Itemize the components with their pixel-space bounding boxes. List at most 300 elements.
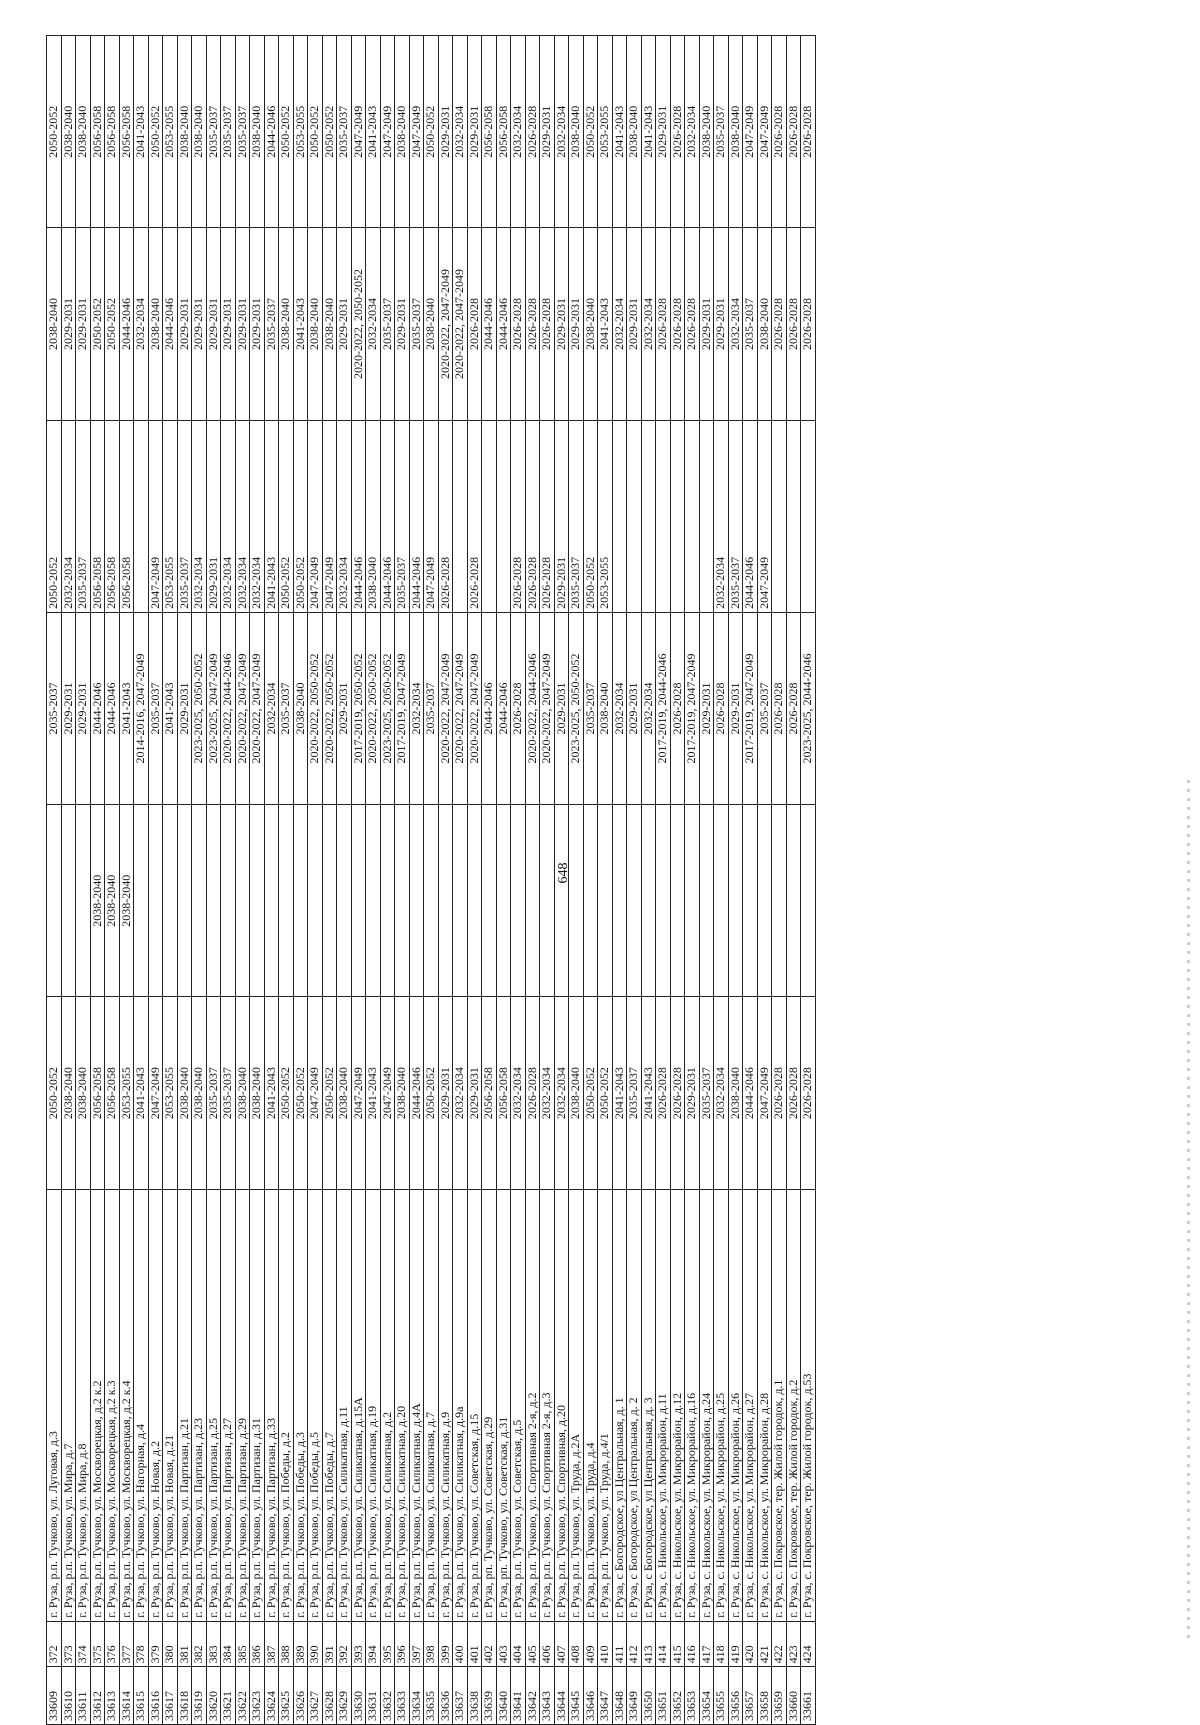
- period-cell-2: [699, 805, 714, 997]
- period-cell-1: 2044-2046: [743, 997, 758, 1189]
- period-cell-6: 2026-2028: [772, 36, 787, 228]
- period-cell-4: 2041-2043: [264, 420, 279, 612]
- period-cell-4: 2050-2052: [583, 420, 598, 612]
- period-cell-1: 2053-2055: [119, 997, 134, 1189]
- row-number-cell: 394: [366, 1621, 381, 1667]
- row-number-cell: 411: [612, 1621, 627, 1667]
- period-cell-2: [380, 805, 395, 997]
- row-id-cell: 33660: [786, 1667, 801, 1725]
- table-row: [685, 36, 700, 1725]
- row-id-cell: 33618: [177, 1667, 192, 1725]
- table-row: [235, 36, 250, 1725]
- period-cell-5: 2038-2040: [757, 228, 772, 420]
- period-cell-1: 2047-2049: [351, 997, 366, 1189]
- period-cell-5: 2026-2028: [656, 228, 671, 420]
- period-cell-3: 2026-2028: [511, 612, 526, 804]
- address-cell: г. Руза, р.п. Тучково, ул. Силикатная, д.9: [438, 1189, 453, 1621]
- table-row: [380, 36, 395, 1725]
- period-cell-1: 2029-2031: [685, 997, 700, 1189]
- period-cell-5: 2032-2034: [134, 228, 149, 420]
- address-cell: г. Руза, с. Покровское, тер. Жилой городок, д.53: [801, 1189, 816, 1621]
- period-cell-2: 2038-2040: [105, 805, 120, 997]
- period-cell-1: 2038-2040: [235, 997, 250, 1189]
- period-cell-1: 2050-2052: [583, 997, 598, 1189]
- table-row: [250, 36, 265, 1725]
- period-cell-6: 2032-2034: [453, 36, 468, 228]
- table-row: [801, 36, 816, 1725]
- table-row: [61, 36, 76, 1725]
- period-cell-3: 2017-2019, 2047-2049: [685, 612, 700, 804]
- period-cell-5: 2029-2031: [395, 228, 410, 420]
- period-cell-5: 2038-2040: [583, 228, 598, 420]
- row-number-cell: 405: [525, 1621, 540, 1667]
- row-number-cell: 393: [351, 1621, 366, 1667]
- period-cell-5: 2032-2034: [366, 228, 381, 420]
- address-cell: г. Руза, рп. Тучково, ул. Советская, д.31: [496, 1189, 511, 1621]
- period-cell-5: 2032-2034: [612, 228, 627, 420]
- period-cell-6: 2038-2040: [395, 36, 410, 228]
- period-cell-1: 2038-2040: [177, 997, 192, 1189]
- table-row: [308, 36, 323, 1725]
- period-cell-2: [177, 805, 192, 997]
- period-cell-5: 2026-2028: [467, 228, 482, 420]
- period-cell-6: 2047-2049: [409, 36, 424, 228]
- row-id-cell: 33614: [119, 1667, 134, 1725]
- row-number-cell: 406: [540, 1621, 555, 1667]
- period-cell-5: 2029-2031: [699, 228, 714, 420]
- period-cell-2: [221, 805, 236, 997]
- table-row: [714, 36, 729, 1725]
- address-cell: г. Руза, с. Никольское, ул. Микрорайон, д.24: [699, 1189, 714, 1621]
- table-row: [656, 36, 671, 1725]
- period-cell-6: 2053-2055: [598, 36, 613, 228]
- period-cell-6: 2026-2028: [801, 36, 816, 228]
- period-cell-1: 2047-2049: [380, 997, 395, 1189]
- page-number: 648: [556, 862, 571, 884]
- period-cell-2: [337, 805, 352, 997]
- period-cell-4: [627, 420, 642, 612]
- period-cell-1: 2041-2043: [612, 997, 627, 1189]
- row-number-cell: 418: [714, 1621, 729, 1667]
- period-cell-3: 2020-2022, 2044-2046: [221, 612, 236, 804]
- period-cell-1: 2044-2046: [409, 997, 424, 1189]
- table-row: [206, 36, 221, 1725]
- period-cell-1: 2035-2037: [699, 997, 714, 1189]
- period-cell-2: [206, 805, 221, 997]
- row-number-cell: 399: [438, 1621, 453, 1667]
- period-cell-5: 2020-2022, 2047-2049: [453, 228, 468, 420]
- row-id-cell: 33632: [380, 1667, 395, 1725]
- address-cell: г. Руза, р.п. Тучково, ул. Победы, д.5: [308, 1189, 323, 1621]
- row-id-cell: 33639: [482, 1667, 497, 1725]
- row-number-cell: 408: [569, 1621, 584, 1667]
- period-cell-1: 2038-2040: [192, 997, 207, 1189]
- period-cell-3: 2035-2037: [279, 612, 294, 804]
- period-cell-1: 2035-2037: [221, 997, 236, 1189]
- row-id-cell: 33609: [47, 1667, 62, 1725]
- period-cell-2: [250, 805, 265, 997]
- period-cell-5: 2029-2031: [61, 228, 76, 420]
- period-cell-5: 2026-2028: [801, 228, 816, 420]
- table-row: [728, 36, 743, 1725]
- period-cell-1: 2038-2040: [250, 997, 265, 1189]
- scan-edge-artifact: [1187, 780, 1190, 1640]
- period-cell-4: [496, 420, 511, 612]
- period-cell-6: 2035-2037: [337, 36, 352, 228]
- period-cell-1: 2026-2028: [801, 997, 816, 1189]
- period-cell-6: 2050-2052: [583, 36, 598, 228]
- table-row: [438, 36, 453, 1725]
- row-id-cell: 33641: [511, 1667, 526, 1725]
- period-cell-3: 2017-2019, 2047-2049: [395, 612, 410, 804]
- period-cell-4: 2026-2028: [540, 420, 555, 612]
- table-row: [134, 36, 149, 1725]
- row-id-cell: 33638: [467, 1667, 482, 1725]
- address-cell: г. Руза, р.п. Тучково, ул. Силикатная, д.4А: [409, 1189, 424, 1621]
- row-number-cell: 376: [105, 1621, 120, 1667]
- row-number-cell: 390: [308, 1621, 323, 1667]
- period-cell-4: 2026-2028: [525, 420, 540, 612]
- period-cell-3: 2029-2031: [554, 612, 569, 804]
- row-id-cell: 33635: [424, 1667, 439, 1725]
- row-id-cell: 33615: [134, 1667, 149, 1725]
- period-cell-1: 2053-2055: [163, 997, 178, 1189]
- period-cell-6: 2029-2031: [438, 36, 453, 228]
- row-id-cell: 33612: [90, 1667, 105, 1725]
- period-cell-3: 2014-2016, 2047-2049: [134, 612, 149, 804]
- period-cell-2: [801, 805, 816, 997]
- period-cell-5: 2041-2043: [598, 228, 613, 420]
- address-cell: г. Руза, р.п. Тучково, ул. Новая, д.2: [148, 1189, 163, 1621]
- period-cell-4: 2056-2058: [119, 420, 134, 612]
- row-number-cell: 410: [598, 1621, 613, 1667]
- address-cell: г. Руза, р.п. Тучково, ул. Партизан, д.31: [250, 1189, 265, 1621]
- address-cell: г. Руза, р.п. Тучково, ул. Партизан, д.33: [264, 1189, 279, 1621]
- period-cell-3: 2044-2046: [90, 612, 105, 804]
- period-cell-3: 2020-2022, 2050-2052: [308, 612, 323, 804]
- period-cell-3: 2044-2046: [105, 612, 120, 804]
- period-cell-5: 2026-2028: [670, 228, 685, 420]
- period-cell-5: 2029-2031: [337, 228, 352, 420]
- table-row: [598, 36, 613, 1725]
- period-cell-3: 2035-2037: [583, 612, 598, 804]
- row-number-cell: 401: [467, 1621, 482, 1667]
- period-cell-2: [511, 805, 526, 997]
- row-number-cell: 412: [627, 1621, 642, 1667]
- address-cell: г. Руза, р.п. Тучково, ул. Силикатная, д.15А: [351, 1189, 366, 1621]
- period-cell-3: 2044-2046: [482, 612, 497, 804]
- address-cell: г. Руза, р.п. Тучково, ул. Москворецкая, д.2 к.4: [119, 1189, 134, 1621]
- repair-schedule-table: [46, 35, 816, 1725]
- row-id-cell: 33631: [366, 1667, 381, 1725]
- period-cell-2: [496, 805, 511, 997]
- table-row: [786, 36, 801, 1725]
- period-cell-4: 2026-2028: [511, 420, 526, 612]
- period-cell-6: 2029-2031: [656, 36, 671, 228]
- period-cell-4: [670, 420, 685, 612]
- period-cell-6: 2047-2049: [743, 36, 758, 228]
- address-cell: г. Руза, с Богородское, ул Центральная, д. 1: [612, 1189, 627, 1621]
- period-cell-3: 2026-2028: [772, 612, 787, 804]
- row-id-cell: 33654: [699, 1667, 714, 1725]
- period-cell-3: 2020-2022, 2047-2049: [467, 612, 482, 804]
- address-cell: г. Руза, р.п. Тучково, ул. Спортивная 2-я, д.2: [525, 1189, 540, 1621]
- period-cell-4: 2032-2034: [714, 420, 729, 612]
- address-cell: г. Руза, с Богородское, ул Центральная, д. 2: [627, 1189, 642, 1621]
- address-cell: г. Руза, р.п. Тучково, ул. Мира, д.7: [61, 1189, 76, 1621]
- period-cell-2: [351, 805, 366, 997]
- period-cell-4: 2029-2031: [206, 420, 221, 612]
- period-cell-6: 2041-2043: [134, 36, 149, 228]
- period-cell-3: 2029-2031: [337, 612, 352, 804]
- period-cell-2: [322, 805, 337, 997]
- period-cell-3: 2023-2025, 2050-2052: [192, 612, 207, 804]
- period-cell-3: 2023-2025, 2047-2049: [206, 612, 221, 804]
- period-cell-3: 2023-2025, 2044-2046: [801, 612, 816, 804]
- row-number-cell: 400: [453, 1621, 468, 1667]
- period-cell-3: 2029-2031: [76, 612, 91, 804]
- period-cell-4: 2032-2034: [192, 420, 207, 612]
- period-cell-6: 2050-2052: [424, 36, 439, 228]
- period-cell-5: 2038-2040: [308, 228, 323, 420]
- address-cell: г. Руза, рп. Тучково, ул. Советская, д.29: [482, 1189, 497, 1621]
- address-cell: г. Руза, р.п. Тучково, ул. Партизан, д.25: [206, 1189, 221, 1621]
- period-cell-6: 2035-2037: [235, 36, 250, 228]
- address-cell: г. Руза, р.п. Тучково, ул. Силикатная, д.19: [366, 1189, 381, 1621]
- row-number-cell: 380: [163, 1621, 178, 1667]
- period-cell-4: 2044-2046: [743, 420, 758, 612]
- period-cell-4: 2053-2055: [163, 420, 178, 612]
- period-cell-1: 2050-2052: [279, 997, 294, 1189]
- table-row: [163, 36, 178, 1725]
- table-row: [366, 36, 381, 1725]
- period-cell-2: [540, 805, 555, 997]
- row-id-cell: 33629: [337, 1667, 352, 1725]
- table-row: [409, 36, 424, 1725]
- period-cell-3: 2035-2037: [47, 612, 62, 804]
- period-cell-4: 2032-2034: [250, 420, 265, 612]
- table-row: [76, 36, 91, 1725]
- period-cell-2: [409, 805, 424, 997]
- period-cell-2: [772, 805, 787, 997]
- period-cell-2: [583, 805, 598, 997]
- row-id-cell: 33611: [76, 1667, 91, 1725]
- row-number-cell: 383: [206, 1621, 221, 1667]
- table-body: [47, 36, 816, 1725]
- period-cell-4: 2029-2031: [554, 420, 569, 612]
- row-id-cell: 33658: [757, 1667, 772, 1725]
- row-id-cell: 33656: [728, 1667, 743, 1725]
- period-cell-4: 2035-2037: [76, 420, 91, 612]
- period-cell-1: 2026-2028: [670, 997, 685, 1189]
- address-cell: г. Руза, р.п. Тучково, ул. Труда, д.4: [583, 1189, 598, 1621]
- period-cell-2: [656, 805, 671, 997]
- period-cell-2: [641, 805, 656, 997]
- period-cell-2: [757, 805, 772, 997]
- row-number-cell: 402: [482, 1621, 497, 1667]
- row-id-cell: 33628: [322, 1667, 337, 1725]
- row-number-cell: 375: [90, 1621, 105, 1667]
- address-cell: г. Руза, р.п. Тучково, ул. Советская, д.15: [467, 1189, 482, 1621]
- row-id-cell: 33655: [714, 1667, 729, 1725]
- row-number-cell: 389: [293, 1621, 308, 1667]
- period-cell-3: 2026-2028: [714, 612, 729, 804]
- address-cell: г. Руза, с. Никольское, ул. Микрорайон, д.28: [757, 1189, 772, 1621]
- period-cell-3: 2035-2037: [424, 612, 439, 804]
- period-cell-3: 2017-2019, 2047-2049: [743, 612, 758, 804]
- row-id-cell: 33620: [206, 1667, 221, 1725]
- period-cell-5: 2038-2040: [279, 228, 294, 420]
- row-id-cell: 33642: [525, 1667, 540, 1725]
- period-cell-5: 2029-2031: [569, 228, 584, 420]
- period-cell-6: 2038-2040: [177, 36, 192, 228]
- period-cell-5: 2029-2031: [235, 228, 250, 420]
- row-number-cell: 388: [279, 1621, 294, 1667]
- period-cell-3: 2038-2040: [598, 612, 613, 804]
- row-id-cell: 33636: [438, 1667, 453, 1725]
- row-number-cell: 377: [119, 1621, 134, 1667]
- table-row: [453, 36, 468, 1725]
- row-id-cell: 33657: [743, 1667, 758, 1725]
- period-cell-5: 2035-2037: [409, 228, 424, 420]
- period-cell-2: [148, 805, 163, 997]
- period-cell-6: 2041-2043: [612, 36, 627, 228]
- period-cell-5: 2029-2031: [177, 228, 192, 420]
- period-cell-2: [279, 805, 294, 997]
- period-cell-4: [685, 420, 700, 612]
- address-cell: г. Руза, р.п. Тучково, ул. Победы, д.2: [279, 1189, 294, 1621]
- period-cell-2: [424, 805, 439, 997]
- period-cell-3: 2041-2043: [163, 612, 178, 804]
- period-cell-2: [192, 805, 207, 997]
- period-cell-1: 2026-2028: [786, 997, 801, 1189]
- row-id-cell: 33617: [163, 1667, 178, 1725]
- address-cell: г. Руза, с. Никольское, ул. Микрорайон, д.27: [743, 1189, 758, 1621]
- period-cell-5: 2050-2052: [90, 228, 105, 420]
- table-row: [467, 36, 482, 1725]
- table-row: [670, 36, 685, 1725]
- period-cell-4: 2032-2034: [337, 420, 352, 612]
- row-id-cell: 33637: [453, 1667, 468, 1725]
- table-row: [482, 36, 497, 1725]
- address-cell: г. Руза, р.п. Тучково, ул. Партизан, д.21: [177, 1189, 192, 1621]
- row-id-cell: 33616: [148, 1667, 163, 1725]
- period-cell-1: 2047-2049: [308, 997, 323, 1189]
- row-id-cell: 33646: [583, 1667, 598, 1725]
- period-cell-1: 2038-2040: [728, 997, 743, 1189]
- row-number-cell: 379: [148, 1621, 163, 1667]
- row-number-cell: 397: [409, 1621, 424, 1667]
- period-cell-6: 2056-2058: [105, 36, 120, 228]
- period-cell-1: 2056-2058: [105, 997, 120, 1189]
- row-number-cell: 404: [511, 1621, 526, 1667]
- period-cell-2: [670, 805, 685, 997]
- period-cell-1: 2032-2034: [511, 997, 526, 1189]
- period-cell-2: [308, 805, 323, 997]
- address-cell: г. Руза, р.п. Тучково, ул. Москворецкая, д.2 к.2: [90, 1189, 105, 1621]
- row-id-cell: 33625: [279, 1667, 294, 1725]
- period-cell-1: 2041-2043: [264, 997, 279, 1189]
- period-cell-2: [293, 805, 308, 997]
- row-number-cell: 422: [772, 1621, 787, 1667]
- period-cell-1: 2056-2058: [496, 997, 511, 1189]
- period-cell-4: 2047-2049: [757, 420, 772, 612]
- period-cell-5: 2020-2022, 2050-2052: [351, 228, 366, 420]
- address-cell: г. Руза, р.п. Тучково, ул. Москворецкая, д.2 к.3: [105, 1189, 120, 1621]
- table-row: [47, 36, 62, 1725]
- period-cell-3: 2029-2031: [699, 612, 714, 804]
- table-row: [351, 36, 366, 1725]
- table-row: [119, 36, 134, 1725]
- address-cell: г. Руза, р.п. Тучково, ул. Советская, д.5: [511, 1189, 526, 1621]
- period-cell-4: [801, 420, 816, 612]
- table-row: [105, 36, 120, 1725]
- period-cell-2: [525, 805, 540, 997]
- period-cell-3: 2038-2040: [293, 612, 308, 804]
- period-cell-3: 2026-2028: [786, 612, 801, 804]
- period-cell-6: 2035-2037: [206, 36, 221, 228]
- address-cell: г. Руза, р.п. Тучково, ул. Партизан, д.27: [221, 1189, 236, 1621]
- row-id-cell: 33634: [409, 1667, 424, 1725]
- row-id-cell: 33624: [264, 1667, 279, 1725]
- period-cell-1: 2050-2052: [322, 997, 337, 1189]
- row-number-cell: 384: [221, 1621, 236, 1667]
- table-row: [496, 36, 511, 1725]
- table-row: [177, 36, 192, 1725]
- period-cell-5: 2035-2037: [743, 228, 758, 420]
- row-number-cell: 423: [786, 1621, 801, 1667]
- row-id-cell: 33651: [656, 1667, 671, 1725]
- table-row: [279, 36, 294, 1725]
- period-cell-6: 2026-2028: [786, 36, 801, 228]
- address-cell: г. Руза, р.п. Тучково, ул. Спортивная, д.20: [554, 1189, 569, 1621]
- period-cell-3: 2029-2031: [627, 612, 642, 804]
- period-cell-6: 2050-2052: [322, 36, 337, 228]
- period-cell-4: 2035-2037: [177, 420, 192, 612]
- period-cell-5: 2032-2034: [641, 228, 656, 420]
- period-cell-3: 2017-2019, 2050-2052: [351, 612, 366, 804]
- period-cell-1: 2026-2028: [656, 997, 671, 1189]
- period-cell-5: 2029-2031: [221, 228, 236, 420]
- period-cell-5: 2035-2037: [380, 228, 395, 420]
- table-row: [337, 36, 352, 1725]
- period-cell-6: 2047-2049: [351, 36, 366, 228]
- period-cell-4: [656, 420, 671, 612]
- period-cell-5: 2029-2031: [250, 228, 265, 420]
- period-cell-4: 2050-2052: [293, 420, 308, 612]
- period-cell-5: 2041-2043: [293, 228, 308, 420]
- period-cell-4: [772, 420, 787, 612]
- row-number-cell: 398: [424, 1621, 439, 1667]
- period-cell-4: [482, 420, 497, 612]
- address-cell: г. Руза, р.п. Тучково, ул. Луговая, д.3: [47, 1189, 62, 1621]
- rotated-table-viewport: [46, 35, 1126, 1725]
- period-cell-3: 2029-2031: [177, 612, 192, 804]
- table-row: [612, 36, 627, 1725]
- period-cell-5: 2026-2028: [511, 228, 526, 420]
- period-cell-4: 2047-2049: [148, 420, 163, 612]
- period-cell-1: 2038-2040: [569, 997, 584, 1189]
- period-cell-1: 2032-2034: [540, 997, 555, 1189]
- period-cell-3: 2032-2034: [264, 612, 279, 804]
- address-cell: г. Руза, р.п. Тучково, ул. Силикатная, д.20: [395, 1189, 410, 1621]
- row-id-cell: 33622: [235, 1667, 250, 1725]
- period-cell-5: 2029-2031: [627, 228, 642, 420]
- period-cell-1: 2038-2040: [76, 997, 91, 1189]
- address-cell: г. Руза, с. Никольское, ул. Микрорайон, д.16: [685, 1189, 700, 1621]
- table-row: [757, 36, 772, 1725]
- period-cell-5: 2029-2031: [714, 228, 729, 420]
